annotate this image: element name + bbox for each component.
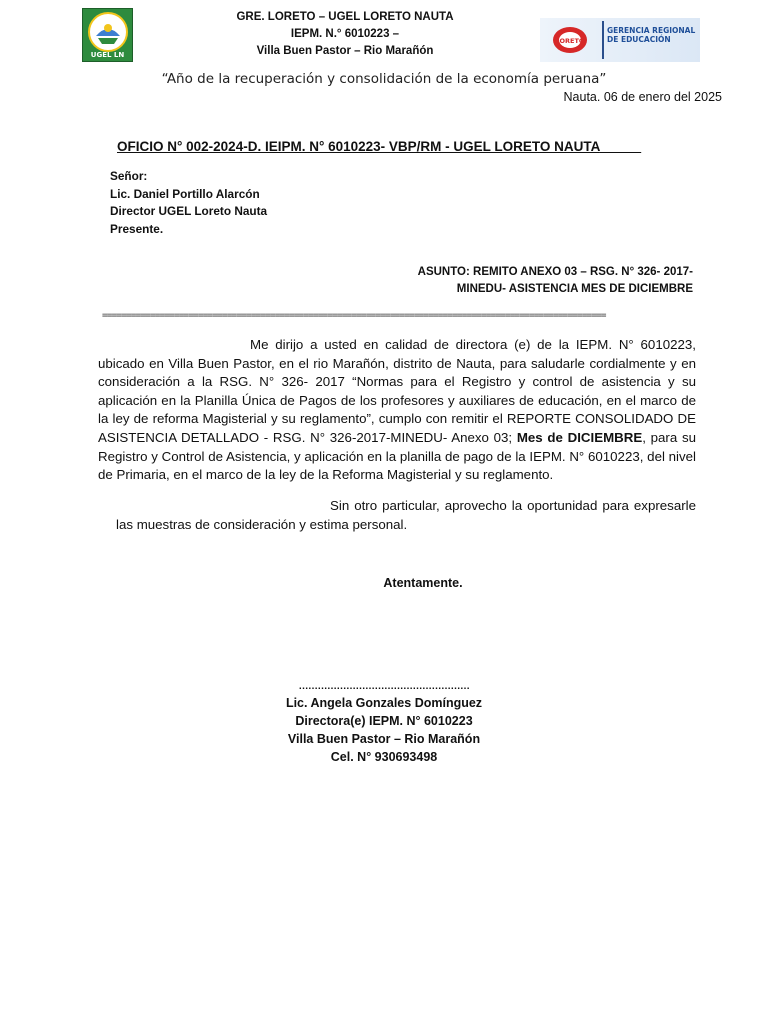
subject-block [418, 264, 693, 298]
addressee-block [110, 168, 267, 238]
addressee-name: Lic. Daniel Portillo Alarcón [110, 186, 260, 201]
signature-dots: ……………………………………………… [298, 681, 470, 692]
addressee-presente: Presente. [110, 221, 164, 236]
addressee-salutation: Señor: [110, 169, 148, 183]
oficio-title [117, 139, 634, 154]
signature-phone: Cel. N° 930693498 [330, 750, 438, 764]
closing-salutation: Atentamente. [383, 576, 463, 590]
separator-line: ========================================================================================================= [102, 310, 606, 321]
header-line-gre: GRE. LORETO – UGEL LORETO NAUTA [236, 11, 454, 23]
body-text-part-2: , para su Registro y Control de Asistencia, y aplicación en la planilla de pago de la IEPM. N° 6010223, del nivel de Primaria, en el marco de la ley de la Reforma Magisterial y su reglamento. [98, 429, 696, 483]
subject-line-1: ASUNTO: REMITO ANEXO 03 – RSG. N° 326- 2017- [417, 266, 693, 278]
emblem-label: LORETO [555, 37, 585, 45]
gerencia-regional-logo [540, 18, 700, 62]
oficio-text: OFICIO N° 002-2024-D. IEIPM. N° 6010223- VBP/RM - UGEL LORETO NAUTA [117, 139, 600, 154]
header-lines [215, 9, 475, 60]
header-line-iepm: IEPM. N.° 6010223 – [290, 28, 400, 40]
signature-position: Directora(e) IEPM. N° 6010223 [295, 714, 473, 728]
closing-paragraph: Sin otro particular, aprovecho la oportunidad para expresarle las muestras de consideración y estima personal. [116, 498, 696, 532]
year-motto: “Año de la recuperación y consolidación de la economía peruana” [161, 71, 607, 87]
body-text-part-1: Me dirijo a usted en calidad de directora (e) de la IEPM. N° 6010223, ubicado en Villa Buen Pastor, en el rio Marañón, distrito de Nauta, para saludarle cordialmente y en consideración a la RSG. N° 326- 2017 “Normas para el Registro y control de asistencia y su aplicación en la Planilla Única de Pagos de los profesores y auxiliares de educación, en el marco de la ley de reforma Magisterial y su reglamento”, cumplo con remitir el REPORTE CONSOLIDADO DE ASISTENCIA DETALLADO - RSG. N° 326-2017-MINEDU- Anexo 03; [98, 337, 696, 445]
signature-block [234, 680, 534, 766]
subject-line-2: MINEDU- ASISTENCIA MES DE DICIEMBRE [456, 283, 693, 295]
ugel-ln-logo-icon [82, 8, 133, 62]
body-paragraph [98, 336, 696, 485]
logo-divider [602, 21, 604, 59]
body-text-bold: Mes de DICIEMBRE [516, 429, 643, 445]
gerencia-regional-emblem-icon [552, 22, 588, 58]
gerencia-regional-text: GERENCIA REGIONAL DE EDUCACIÓN [607, 26, 696, 44]
document-date: Nauta. 06 de enero del 2025 [563, 90, 722, 104]
header-line-location: Villa Buen Pastor – Rio Marañón [256, 45, 434, 57]
signature-location: Villa Buen Pastor – Rio Marañón [287, 732, 481, 746]
ugel-ln-logo-label: UGEL LN [90, 51, 125, 59]
signature-name: Lic. Angela Gonzales Domínguez [285, 696, 483, 710]
addressee-position: Director UGEL Loreto Nauta [110, 204, 268, 218]
